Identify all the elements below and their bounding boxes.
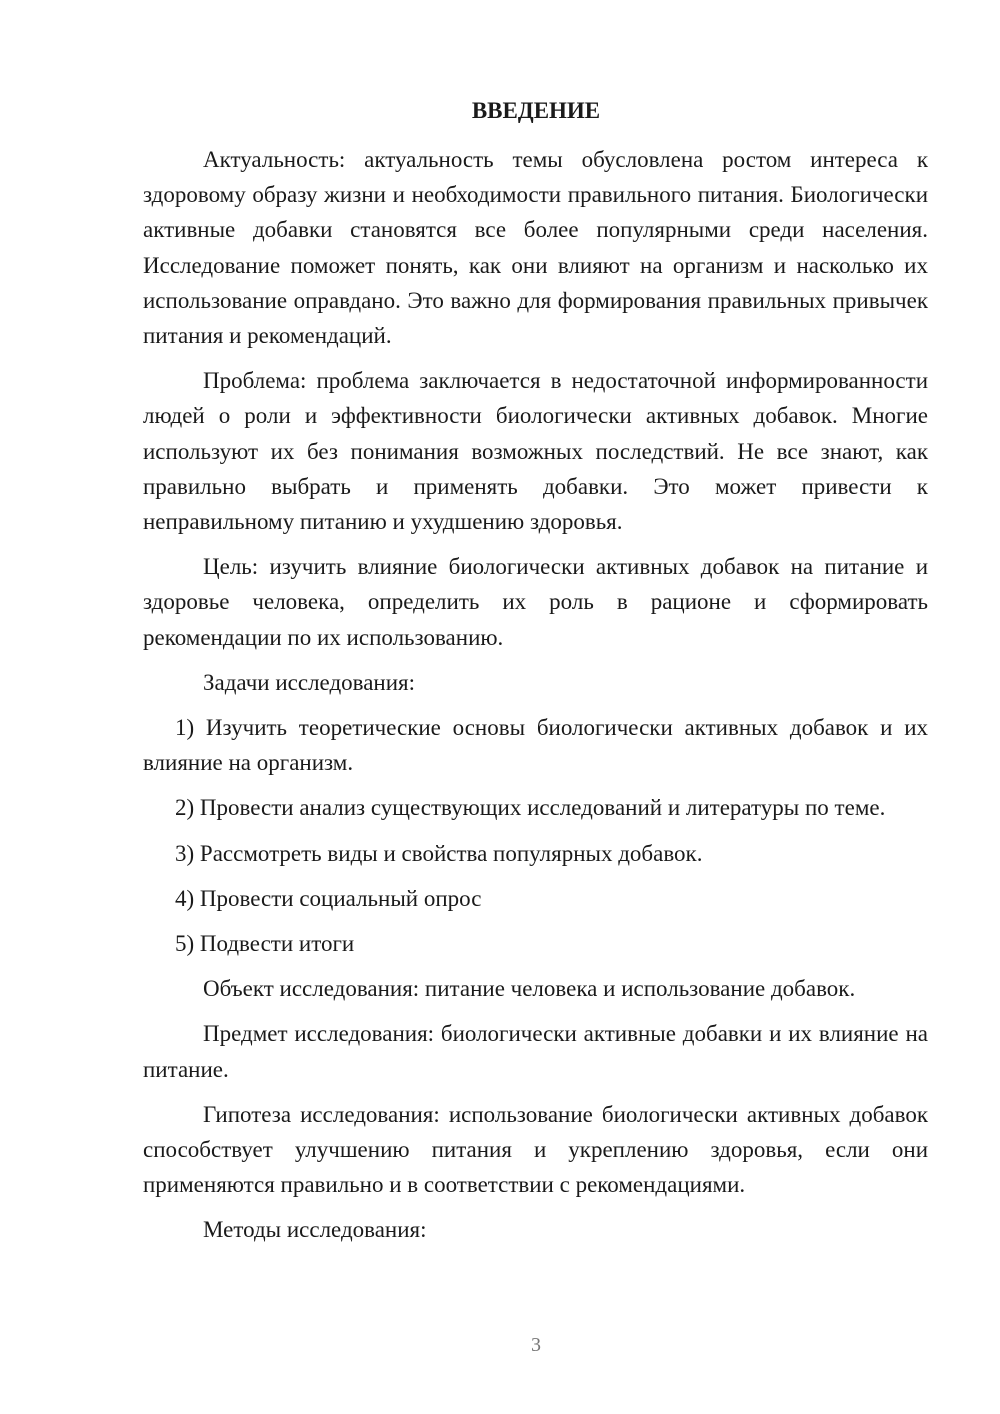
methods-heading: Методы исследования: [203,1217,427,1243]
list-item: 4) Провести социальный опрос [175,885,482,911]
paragraph-problem: Проблема: проблема заключается в недостаточной информированности людей о роли и эффективности биологически активных добавок. Многие используют их без понимания возможных последствий. Не все знают, как правильно выбрать и применять добавки. Это может привести к неправильному питанию и ухудшению здоровья. [143,368,928,535]
tasks-heading: Задачи исследования: [203,669,416,695]
list-item: 3) Рассмотреть виды и свойства популярных добавок. [175,840,703,866]
list-item: 5) Подвести итоги [175,931,355,957]
list-item: 1) Изучить теоретические основы биологически активных добавок и их влияние на организм. [143,715,928,776]
page-title: ВВЕДЕНИЕ [471,98,601,123]
page-number: 3 [531,1334,541,1356]
paragraph-relevance: Актуальность: актуальность темы обусловлена ростом интереса к здоровому образу жизни и необходимости правильного питания. Биологически активные добавки становятся все более популярными среди населения. Исследование поможет понять, как они влияют на организм и насколько их использование оправдано. Это важно для формирования правильных привычек питания и рекомендаций. [143,147,928,349]
paragraph-goal: Цель: изучить влияние биологически активных добавок на питание и здоровье человека, определить их роль в рационе и сформировать рекомендации по их использованию. [143,554,928,650]
paragraph-hypothesis: Гипотеза исследования: использование биологически активных добавок способствует улучшению питания и укреплению здоровья, если они применяются правильно и в соответствии с рекомендациями. [143,1101,928,1198]
paragraph-subject: Предмет исследования: биологически активные добавки и их влияние на питание. [143,1021,928,1082]
paragraph-object: Объект исследования: питание человека и использование добавок. [203,976,856,1002]
document-body [143,142,928,1258]
list-item: 2) Провести анализ существующих исследований и литературы по теме. [175,795,886,821]
